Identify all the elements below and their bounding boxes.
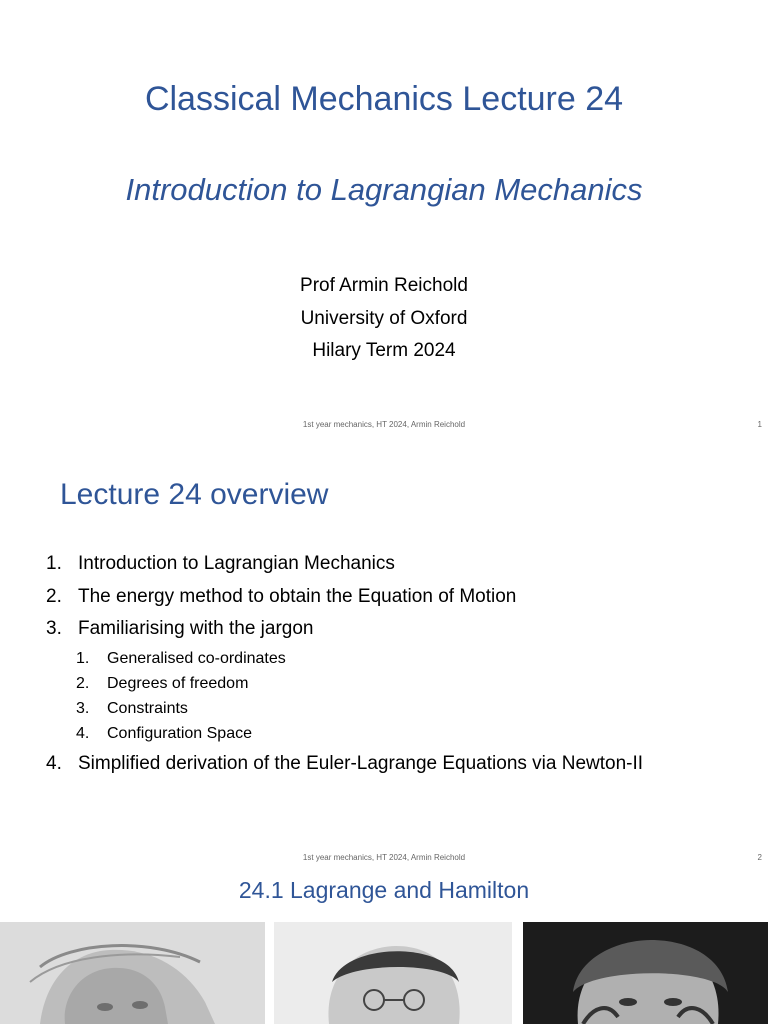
list-number: 2.: [46, 585, 62, 607]
institution: University of Oxford: [300, 307, 468, 329]
lecture-subtitle: Introduction to Lagrangian Mechanics: [125, 172, 643, 207]
overview-heading: Lecture 24 overview: [60, 478, 329, 511]
sub-list-text: Degrees of freedom: [107, 674, 249, 692]
overview-slide: [0, 440, 768, 872]
title-slide: [0, 0, 768, 440]
lecture-title: Classical Mechanics Lecture 24: [144, 80, 624, 118]
sub-list-number: 3.: [76, 699, 90, 717]
author-block: [0, 270, 768, 368]
sub-list-number: 1.: [76, 649, 90, 667]
list-item: [46, 548, 756, 581]
author-name: Prof Armin Reichold: [300, 275, 468, 296]
portrait-engraving: [0, 922, 265, 1024]
sub-list-item: [76, 696, 756, 721]
list-number: 4.: [46, 752, 62, 774]
slide-footer: 1st year mechanics, HT 2024, Armin Reichold: [302, 420, 466, 429]
list-text: Familiarising with the jargon: [78, 618, 314, 639]
sub-list: [76, 646, 756, 746]
sub-list-number: 2.: [76, 674, 90, 692]
term: Hilary Term 2024: [312, 340, 456, 361]
list-text: Introduction to Lagrangian Mechanics: [78, 553, 395, 574]
list-item: [46, 581, 756, 614]
sub-list-text: Generalised co-ordinates: [107, 649, 286, 667]
portrait-dark-photo: [523, 922, 768, 1024]
list-text: Simplified derivation of the Euler-Lagrange Equations via Newton-II: [78, 752, 644, 774]
sub-list-item: [76, 671, 756, 696]
overview-list: [46, 548, 756, 780]
page-number: 1: [757, 420, 762, 429]
portrait-photo: [274, 922, 512, 1024]
page-number: 2: [757, 853, 762, 862]
sub-list-number: 4.: [76, 724, 90, 742]
lagrange-hamilton-slide: [0, 872, 768, 1024]
sub-list-text: Constraints: [107, 699, 188, 717]
list-item: [46, 748, 756, 781]
list-number: 3.: [46, 618, 62, 639]
slide-footer: 1st year mechanics, HT 2024, Armin Reichold: [302, 853, 466, 862]
list-item: [46, 613, 756, 646]
list-text: The energy method to obtain the Equation of Motion: [78, 585, 517, 607]
list-number: 1.: [46, 553, 62, 574]
sub-list-text: Configuration Space: [107, 724, 252, 742]
sub-list-item: [76, 646, 756, 671]
section-title: 24.1 Lagrange and Hamilton: [238, 877, 530, 903]
sub-list-item: [76, 721, 756, 746]
